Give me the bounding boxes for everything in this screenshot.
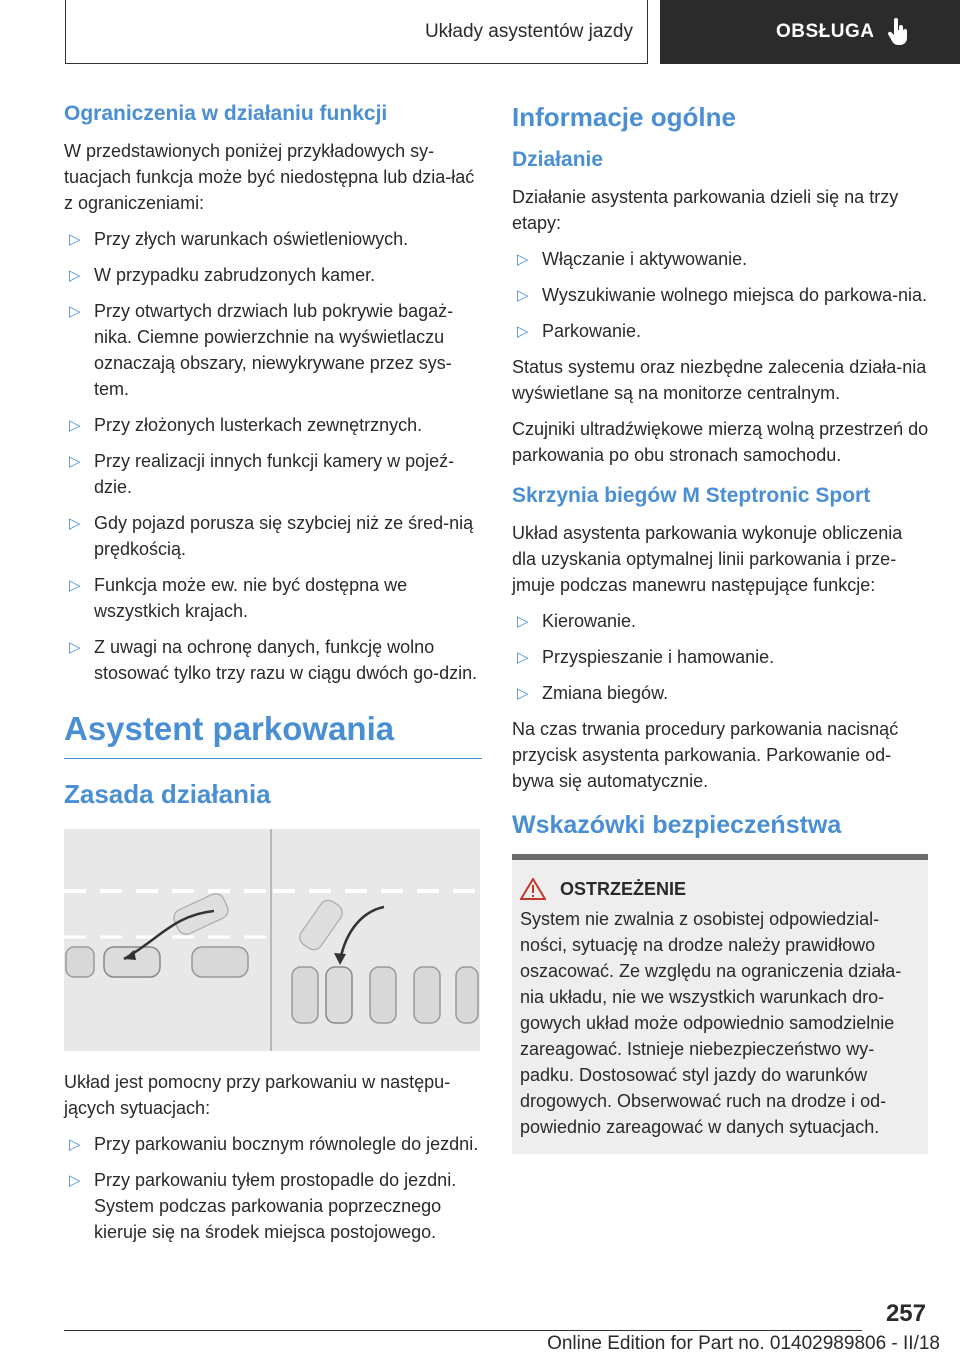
- triangle-bullet-icon: ▷: [517, 323, 529, 340]
- triangle-bullet-icon: ▷: [517, 287, 529, 304]
- triangle-bullet-icon: ▷: [69, 515, 81, 532]
- list-item: ▷ Gdy pojazd porusza się szybciej niż ze śred-nią prędkością.: [69, 513, 474, 559]
- gearbox-list: [512, 608, 930, 706]
- footer-divider: [64, 1330, 862, 1331]
- header-section: [65, 0, 648, 64]
- safety-heading: Wskazówki bezpieczeństwa: [512, 811, 842, 839]
- function-status-text: Status systemu oraz niezbędne zalecenia działa-nia wyświetlane są na monitorze centralnym.: [512, 357, 927, 403]
- list-item: ▷ Przy otwartych drzwiach lub pokrywie bagaż-nika. Ciemne powierzchnie na wyświetlaczu oznaczają obszary, niewykrywane przez sys-tem.: [69, 301, 454, 399]
- list-item: ▷ Parkowanie.: [512, 318, 930, 344]
- list-item: ▷ Z uwagi na ochronę danych, funkcję wolno stosować tylko trzy razu w ciągu dwóch go-dzin.: [69, 637, 478, 683]
- list-item: ▷ Kierowanie.: [512, 608, 930, 634]
- triangle-bullet-icon: ▷: [517, 649, 529, 666]
- general-heading: Informacje ogólne: [512, 102, 736, 132]
- triangle-bullet-icon: ▷: [69, 577, 81, 594]
- triangle-bullet-icon: ▷: [69, 1172, 81, 1189]
- limits-intro: W przedstawionych poniżej przykładowych sy-tuacjach funkcja może być niedostępna lub dzia-łać z ograniczeniami:: [64, 141, 475, 213]
- triangle-bullet-icon: ▷: [69, 1136, 81, 1153]
- list-item: ▷ Przy parkowaniu tyłem prostopadle do jezdni. System podczas parkowania poprzecznego kieruje się na środek miejsca postojowego.: [69, 1170, 457, 1242]
- gearbox-heading: Skrzynia biegów M Steptronic Sport: [512, 484, 871, 507]
- list-item: ▷ Zmiana biegów.: [512, 680, 930, 706]
- list-item: ▷ Przy parkowaniu bocznym równolegle do jezdni.: [64, 1131, 482, 1157]
- triangle-bullet-icon: ▷: [517, 613, 529, 630]
- principle-heading: Zasada działania: [64, 779, 271, 809]
- list-item: ▷ Przy złych warunkach oświetleniowych.: [64, 226, 482, 252]
- principle-list: [64, 1131, 482, 1245]
- triangle-bullet-icon: ▷: [69, 231, 81, 248]
- list-item: ▷ Funkcja może ew. nie być dostępna we wszystkich krajach.: [69, 575, 408, 621]
- page-number: 257: [885, 1300, 926, 1327]
- gearbox-intro: Układ asystenta parkowania wykonuje obliczenia dla uzyskania optymalnej linii parkowania i prze-jmuje podczas manewru następujące funkcje:: [512, 523, 903, 595]
- triangle-bullet-icon: ▷: [517, 685, 529, 702]
- list-item: ▷ Włączanie i aktywowanie.: [512, 246, 930, 272]
- function-heading: Działanie: [512, 148, 604, 171]
- parking-illustration: [64, 829, 480, 1051]
- left-column: [64, 100, 482, 1255]
- warning-title-row: [520, 878, 920, 900]
- footer-edition: Online Edition for Part no. 01402989806 - II/18: [547, 1333, 940, 1354]
- right-column: [512, 100, 930, 1154]
- header-chapter: [660, 0, 960, 64]
- triangle-bullet-icon: ▷: [69, 417, 81, 434]
- list-item: ▷ Przyspieszanie i hamowanie.: [512, 644, 930, 670]
- pointing-hand-icon: [887, 18, 909, 46]
- triangle-bullet-icon: ▷: [69, 267, 81, 284]
- triangle-bullet-icon: ▷: [69, 639, 81, 656]
- warning-text: System nie zwalnia z osobistej odpowiedzial-ności, sytuację na drodze należy prawidłowo oszacować. Ze względu na ograniczenia działa-nia układu, nie we wszystkich warunkach dro-gowych układ może odpowiednio samodzielnie zareagować. Istnieje niebezpieczeństwo wy-padku. Dostosować styl jazdy do warunków drogowych. Obserwować ruch na drodze i od-powiednio zareagować w danych sytuacjach.: [520, 909, 902, 1137]
- function-sensors-text: Czujniki ultradźwiękowe mierzą wolną przestrzeń do parkowania po obu stronach samochodu.: [512, 419, 929, 465]
- gearbox-text: Na czas trwania procedury parkowania nacisnąć przycisk asystenta parkowania. Parkowanie od-bywa się automatycznie.: [512, 719, 899, 791]
- list-item: ▷ Wyszukiwanie wolnego miejsca do parkowa-nia.: [512, 282, 930, 308]
- function-intro: Działanie asystenta parkowania dzieli się na trzy etapy:: [512, 187, 899, 233]
- main-heading: Asystent parkowania: [64, 706, 482, 759]
- limits-heading: Ograniczenia w działaniu funkcji: [64, 102, 388, 125]
- triangle-bullet-icon: ▷: [517, 251, 529, 268]
- principle-intro: Układ jest pomocny przy parkowaniu w następu-jących sytuacjach:: [64, 1072, 451, 1118]
- warning-triangle-icon: [520, 878, 546, 900]
- limits-list: [64, 226, 482, 686]
- list-item: ▷ W przypadku zabrudzonych kamer.: [64, 262, 482, 288]
- function-list: [512, 246, 930, 344]
- header-section-title: Układy asystentów jazdy: [424, 20, 633, 42]
- triangle-bullet-icon: ▷: [69, 453, 81, 470]
- warning-box: [512, 854, 928, 1154]
- warning-title: OSTRZEŻENIE: [560, 878, 687, 899]
- list-item: ▷ Przy złożonych lusterkach zewnętrznych.: [64, 412, 482, 438]
- header-chapter-title: OBSŁUGA: [776, 21, 875, 42]
- triangle-bullet-icon: ▷: [69, 303, 81, 320]
- list-item: ▷ Przy realizacji innych funkcji kamery w pojeź-dzie.: [69, 451, 455, 497]
